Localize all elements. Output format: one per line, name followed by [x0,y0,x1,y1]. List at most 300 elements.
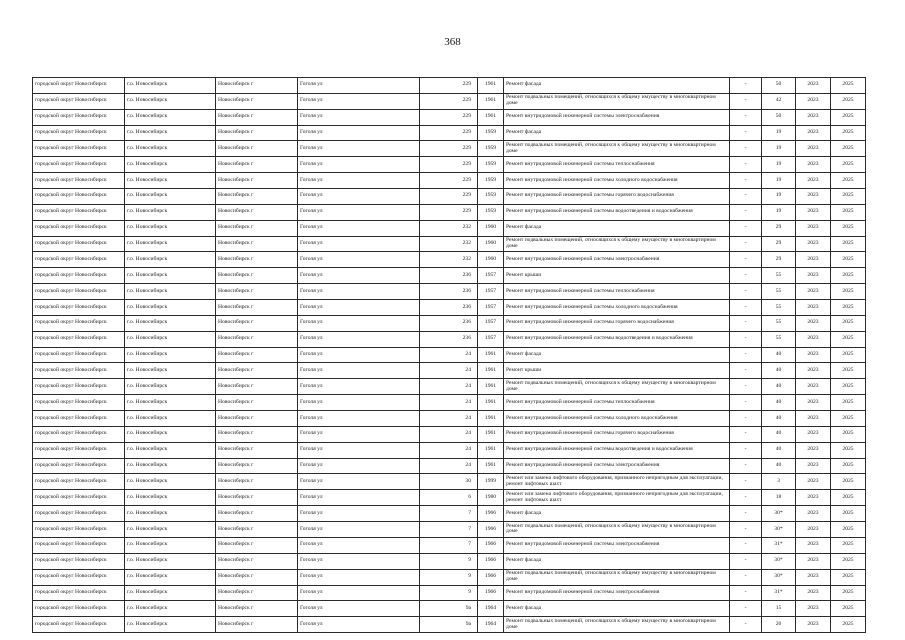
end-year-cell: 2025 [831,284,866,300]
start-year-cell: 2023 [796,395,831,411]
municipality-cell: г.о. Новосибирск [125,331,216,347]
municipality-cell: г.о. Новосибирск [125,585,216,601]
start-year-cell: 2023 [796,284,831,300]
build-year-cell: 1960 [478,252,504,268]
district-cell: городской округ Новосибирск [33,252,125,268]
start-year-cell: 2023 [796,585,831,601]
work-type-cell: Ремонт фасада [504,601,730,617]
work-type-cell: Ремонт внутридомовой инженерной системы горячего водоснабжения [504,189,730,205]
street-cell: Гоголя ул [298,252,420,268]
end-year-cell: 2025 [831,236,866,252]
placeholder-cell: - [730,411,762,427]
work-type-cell: Ремонт фасада [504,220,730,236]
value-cell: 31* [762,585,796,601]
placeholder-cell: - [730,93,762,109]
end-year-cell: 2025 [831,157,866,173]
table-row [33,617,866,633]
start-year-cell: 2023 [796,252,831,268]
house-number-cell: 9а [420,617,478,633]
end-year-cell: 2025 [831,379,866,395]
placeholder-cell: - [730,617,762,633]
build-year-cell: 1957 [478,300,504,316]
placeholder-cell: - [730,157,762,173]
start-year-cell: 2023 [796,458,831,474]
city-cell: Новосибирск г [216,458,298,474]
build-year-cell: 1960 [478,236,504,252]
value-cell: 40 [762,442,796,458]
work-type-cell: Ремонт внутридомовой инженерной системы теплоснабжения [504,395,730,411]
build-year-cell: 1964 [478,617,504,633]
city-cell: Новосибирск г [216,537,298,553]
city-cell: Новосибирск г [216,506,298,522]
work-type-cell: Ремонт внутридомовой инженерной системы теплоснабжения [504,157,730,173]
municipality-cell: г.о. Новосибирск [125,379,216,395]
end-year-cell: 2025 [831,173,866,189]
street-cell: Гоголя ул [298,93,420,109]
house-number-cell: 229 [420,189,478,205]
house-number-cell: 232 [420,220,478,236]
municipality-cell: г.о. Новосибирск [125,93,216,109]
start-year-cell: 2023 [796,426,831,442]
start-year-cell: 2023 [796,363,831,379]
end-year-cell: 2025 [831,426,866,442]
table-row [33,569,866,585]
district-cell: городской округ Новосибирск [33,601,125,617]
placeholder-cell: - [730,315,762,331]
end-year-cell: 2025 [831,268,866,284]
street-cell: Гоголя ул [298,125,420,141]
municipality-cell: г.о. Новосибирск [125,426,216,442]
city-cell: Новосибирск г [216,569,298,585]
city-cell: Новосибирск г [216,109,298,125]
district-cell: городской округ Новосибирск [33,93,125,109]
street-cell: Гоголя ул [298,395,420,411]
house-number-cell: 24 [420,379,478,395]
end-year-cell: 2025 [831,252,866,268]
house-number-cell: 7 [420,506,478,522]
municipality-cell: г.о. Новосибирск [125,537,216,553]
start-year-cell: 2023 [796,347,831,363]
placeholder-cell: - [730,458,762,474]
start-year-cell: 2023 [796,268,831,284]
start-year-cell: 2023 [796,141,831,157]
house-number-cell: 7 [420,537,478,553]
value-cell: 40 [762,426,796,442]
value-cell: 19 [762,141,796,157]
city-cell: Новосибирск г [216,395,298,411]
end-year-cell: 2025 [831,553,866,569]
street-cell: Гоголя ул [298,617,420,633]
table-row [33,252,866,268]
house-number-cell: 229 [420,173,478,189]
district-cell: городской округ Новосибирск [33,220,125,236]
start-year-cell: 2023 [796,474,831,490]
placeholder-cell: - [730,109,762,125]
district-cell: городской округ Новосибирск [33,379,125,395]
street-cell: Гоголя ул [298,284,420,300]
house-number-cell: 24 [420,458,478,474]
city-cell: Новосибирск г [216,125,298,141]
value-cell: 55 [762,331,796,347]
street-cell: Гоголя ул [298,315,420,331]
house-number-cell: 24 [420,347,478,363]
municipality-cell: г.о. Новосибирск [125,474,216,490]
city-cell: Новосибирск г [216,601,298,617]
table-row [33,125,866,141]
municipality-cell: г.о. Новосибирск [125,141,216,157]
table-row [33,315,866,331]
end-year-cell: 2025 [831,522,866,538]
build-year-cell: 1961 [478,458,504,474]
value-cell: 50 [762,78,796,94]
start-year-cell: 2023 [796,173,831,189]
municipality-cell: г.о. Новосибирск [125,442,216,458]
municipality-cell: г.о. Новосибирск [125,189,216,205]
table-row [33,300,866,316]
end-year-cell: 2025 [831,78,866,94]
house-number-cell: 24 [420,442,478,458]
house-number-cell: 24 [420,395,478,411]
end-year-cell: 2025 [831,363,866,379]
start-year-cell: 2023 [796,601,831,617]
table-row [33,553,866,569]
work-type-cell: Ремонт внутридомовой инженерной системы электроснабжения [504,109,730,125]
work-type-cell: Ремонт фасада [504,125,730,141]
city-cell: Новосибирск г [216,204,298,220]
municipality-cell: г.о. Новосибирск [125,315,216,331]
placeholder-cell: - [730,426,762,442]
end-year-cell: 2025 [831,585,866,601]
district-cell: городской округ Новосибирск [33,506,125,522]
page-number: 368 [444,36,461,48]
work-type-cell: Ремонт подвальных помещений, относящихся к общему имуществу в многоквартирном доме [504,379,730,395]
work-type-cell: Ремонт или замена лифтового оборудования, признанного непригодным для эксплуатации, ремонт лифтовых шахт [504,474,730,490]
work-type-cell: Ремонт внутридомовой инженерной системы горячего водоснабжения [504,315,730,331]
end-year-cell: 2025 [831,458,866,474]
city-cell: Новосибирск г [216,522,298,538]
municipality-cell: г.о. Новосибирск [125,284,216,300]
build-year-cell: 1959 [478,189,504,205]
city-cell: Новосибирск г [216,78,298,94]
end-year-cell: 2025 [831,347,866,363]
street-cell: Гоголя ул [298,458,420,474]
placeholder-cell: - [730,252,762,268]
value-cell: 30* [762,569,796,585]
street-cell: Гоголя ул [298,300,420,316]
work-type-cell: Ремонт внутридомовой инженерной системы горячего водоснабжения [504,426,730,442]
city-cell: Новосибирск г [216,426,298,442]
street-cell: Гоголя ул [298,506,420,522]
district-cell: городской округ Новосибирск [33,395,125,411]
street-cell: Гоголя ул [298,189,420,205]
district-cell: городской округ Новосибирск [33,315,125,331]
value-cell: 40 [762,347,796,363]
municipality-cell: г.о. Новосибирск [125,522,216,538]
city-cell: Новосибирск г [216,220,298,236]
value-cell: 3 [762,474,796,490]
street-cell: Гоголя ул [298,379,420,395]
table-row [33,601,866,617]
district-cell: городской округ Новосибирск [33,522,125,538]
work-type-cell: Ремонт подвальных помещений, относящихся к общему имуществу в многоквартирном доме [504,569,730,585]
table-row [33,490,866,506]
city-cell: Новосибирск г [216,141,298,157]
placeholder-cell: - [730,236,762,252]
placeholder-cell: - [730,522,762,538]
district-cell: городской округ Новосибирск [33,426,125,442]
build-year-cell: 1957 [478,268,504,284]
work-type-cell: Ремонт внутридомовой инженерной системы электроснабжения [504,252,730,268]
city-cell: Новосибирск г [216,93,298,109]
build-year-cell: 1961 [478,347,504,363]
end-year-cell: 2025 [831,506,866,522]
district-cell: городской округ Новосибирск [33,617,125,633]
build-year-cell: 1961 [478,426,504,442]
street-cell: Гоголя ул [298,537,420,553]
house-number-cell: 229 [420,109,478,125]
placeholder-cell: - [730,601,762,617]
start-year-cell: 2023 [796,506,831,522]
street-cell: Гоголя ул [298,411,420,427]
start-year-cell: 2023 [796,93,831,109]
start-year-cell: 2023 [796,189,831,205]
value-cell: 19 [762,189,796,205]
house-number-cell: 229 [420,78,478,94]
table-row [33,141,866,157]
district-cell: городской округ Новосибирск [33,411,125,427]
municipality-cell: г.о. Новосибирск [125,125,216,141]
placeholder-cell: - [730,300,762,316]
start-year-cell: 2023 [796,78,831,94]
municipality-cell: г.о. Новосибирск [125,458,216,474]
street-cell: Гоголя ул [298,173,420,189]
start-year-cell: 2023 [796,331,831,347]
work-type-cell: Ремонт внутридомовой инженерной системы холодного водоснабжения [504,300,730,316]
municipality-cell: г.о. Новосибирск [125,220,216,236]
table-row [33,220,866,236]
build-year-cell: 1966 [478,537,504,553]
build-year-cell: 1957 [478,284,504,300]
house-number-cell: 9 [420,585,478,601]
district-cell: городской округ Новосибирск [33,553,125,569]
street-cell: Гоголя ул [298,157,420,173]
municipality-cell: г.о. Новосибирск [125,569,216,585]
street-cell: Гоголя ул [298,522,420,538]
work-type-cell: Ремонт внутридомовой инженерной системы электроснабжения [504,585,730,601]
district-cell: городской округ Новосибирск [33,585,125,601]
placeholder-cell: - [730,220,762,236]
table-row [33,284,866,300]
end-year-cell: 2025 [831,442,866,458]
municipality-cell: г.о. Новосибирск [125,506,216,522]
city-cell: Новосибирск г [216,315,298,331]
end-year-cell: 2025 [831,490,866,506]
district-cell: городской округ Новосибирск [33,537,125,553]
table-row [33,204,866,220]
value-cell: 40 [762,379,796,395]
start-year-cell: 2023 [796,411,831,427]
city-cell: Новосибирск г [216,617,298,633]
placeholder-cell: - [730,347,762,363]
work-type-cell: Ремонт внутридомовой инженерной системы водоотведения и водоснабжения [504,331,730,347]
start-year-cell: 2023 [796,522,831,538]
placeholder-cell: - [730,553,762,569]
placeholder-cell: - [730,490,762,506]
value-cell: 29 [762,236,796,252]
build-year-cell: 1959 [478,204,504,220]
district-cell: городской округ Новосибирск [33,490,125,506]
value-cell: 29 [762,252,796,268]
district-cell: городской округ Новосибирск [33,284,125,300]
street-cell: Гоголя ул [298,569,420,585]
work-type-cell: Ремонт фасада [504,347,730,363]
municipality-cell: г.о. Новосибирск [125,109,216,125]
table-row [33,93,866,109]
value-cell: 20 [762,617,796,633]
city-cell: Новосибирск г [216,236,298,252]
value-cell: 31* [762,537,796,553]
district-cell: городской округ Новосибирск [33,157,125,173]
value-cell: 55 [762,284,796,300]
city-cell: Новосибирск г [216,300,298,316]
placeholder-cell: - [730,363,762,379]
placeholder-cell: - [730,506,762,522]
street-cell: Гоголя ул [298,363,420,379]
build-year-cell: 1959 [478,125,504,141]
end-year-cell: 2025 [831,569,866,585]
city-cell: Новосибирск г [216,553,298,569]
placeholder-cell: - [730,585,762,601]
build-year-cell: 1961 [478,379,504,395]
table-row [33,585,866,601]
value-cell: 55 [762,315,796,331]
municipality-cell: г.о. Новосибирск [125,300,216,316]
build-year-cell: 1960 [478,220,504,236]
district-cell: городской округ Новосибирск [33,125,125,141]
municipality-cell: г.о. Новосибирск [125,268,216,284]
end-year-cell: 2025 [831,315,866,331]
start-year-cell: 2023 [796,204,831,220]
start-year-cell: 2023 [796,569,831,585]
table-row [33,522,866,538]
district-cell: городской округ Новосибирск [33,569,125,585]
municipality-cell: г.о. Новосибирск [125,236,216,252]
city-cell: Новосибирск г [216,585,298,601]
table-row [33,157,866,173]
street-cell: Гоголя ул [298,141,420,157]
street-cell: Гоголя ул [298,331,420,347]
district-cell: городской округ Новосибирск [33,236,125,252]
house-number-cell: 6 [420,490,478,506]
value-cell: 50 [762,109,796,125]
district-cell: городской округ Новосибирск [33,458,125,474]
house-number-cell: 232 [420,236,478,252]
table-row [33,474,866,490]
street-cell: Гоголя ул [298,474,420,490]
street-cell: Гоголя ул [298,78,420,94]
end-year-cell: 2025 [831,331,866,347]
house-number-cell: 236 [420,331,478,347]
municipality-cell: г.о. Новосибирск [125,173,216,189]
value-cell: 40 [762,395,796,411]
city-cell: Новосибирск г [216,347,298,363]
table-row [33,411,866,427]
street-cell: Гоголя ул [298,585,420,601]
house-number-cell: 24 [420,363,478,379]
value-cell: 42 [762,93,796,109]
work-type-cell: Ремонт подвальных помещений, относящихся к общему имуществу в многоквартирном доме [504,93,730,109]
street-cell: Гоголя ул [298,236,420,252]
municipality-cell: г.о. Новосибирск [125,78,216,94]
end-year-cell: 2025 [831,93,866,109]
start-year-cell: 2023 [796,157,831,173]
street-cell: Гоголя ул [298,490,420,506]
end-year-cell: 2025 [831,189,866,205]
build-year-cell: 1961 [478,442,504,458]
placeholder-cell: - [730,125,762,141]
house-number-cell: 229 [420,125,478,141]
start-year-cell: 2023 [796,379,831,395]
city-cell: Новосибирск г [216,157,298,173]
district-cell: городской округ Новосибирск [33,141,125,157]
city-cell: Новосибирск г [216,189,298,205]
house-number-cell: 236 [420,284,478,300]
house-number-cell: 30 [420,474,478,490]
table-row [33,379,866,395]
placeholder-cell: - [730,204,762,220]
end-year-cell: 2025 [831,537,866,553]
start-year-cell: 2023 [796,236,831,252]
district-cell: городской округ Новосибирск [33,347,125,363]
work-type-cell: Ремонт внутридомовой инженерной системы теплоснабжения [504,284,730,300]
table-row [33,395,866,411]
build-year-cell: 1959 [478,173,504,189]
municipality-cell: г.о. Новосибирск [125,157,216,173]
build-year-cell: 1961 [478,363,504,379]
street-cell: Гоголя ул [298,268,420,284]
district-cell: городской округ Новосибирск [33,268,125,284]
house-number-cell: 24 [420,426,478,442]
city-cell: Новосибирск г [216,173,298,189]
district-cell: городской округ Новосибирск [33,109,125,125]
municipality-cell: г.о. Новосибирск [125,617,216,633]
build-year-cell: 1966 [478,553,504,569]
end-year-cell: 2025 [831,204,866,220]
build-year-cell: 1959 [478,141,504,157]
district-cell: городской округ Новосибирск [33,363,125,379]
work-type-cell: Ремонт внутридомовой инженерной системы водоотведения и водоснабжения [504,204,730,220]
build-year-cell: 1964 [478,601,504,617]
table-row [33,458,866,474]
work-type-cell: Ремонт внутридомовой инженерной системы электроснабжения [504,537,730,553]
value-cell: 30* [762,522,796,538]
placeholder-cell: - [730,141,762,157]
table-body [33,78,866,633]
start-year-cell: 2023 [796,315,831,331]
table-row [33,268,866,284]
end-year-cell: 2025 [831,109,866,125]
placeholder-cell: - [730,173,762,189]
house-number-cell: 229 [420,141,478,157]
table-row [33,537,866,553]
value-cell: 19 [762,125,796,141]
district-cell: городской округ Новосибирск [33,78,125,94]
municipality-cell: г.о. Новосибирск [125,363,216,379]
work-type-cell: Ремонт внутридомовой инженерной системы холодного водоснабжения [504,173,730,189]
start-year-cell: 2023 [796,442,831,458]
work-type-cell: Ремонт подвальных помещений, относящихся к общему имуществу в многоквартирном доме [504,522,730,538]
city-cell: Новосибирск г [216,252,298,268]
